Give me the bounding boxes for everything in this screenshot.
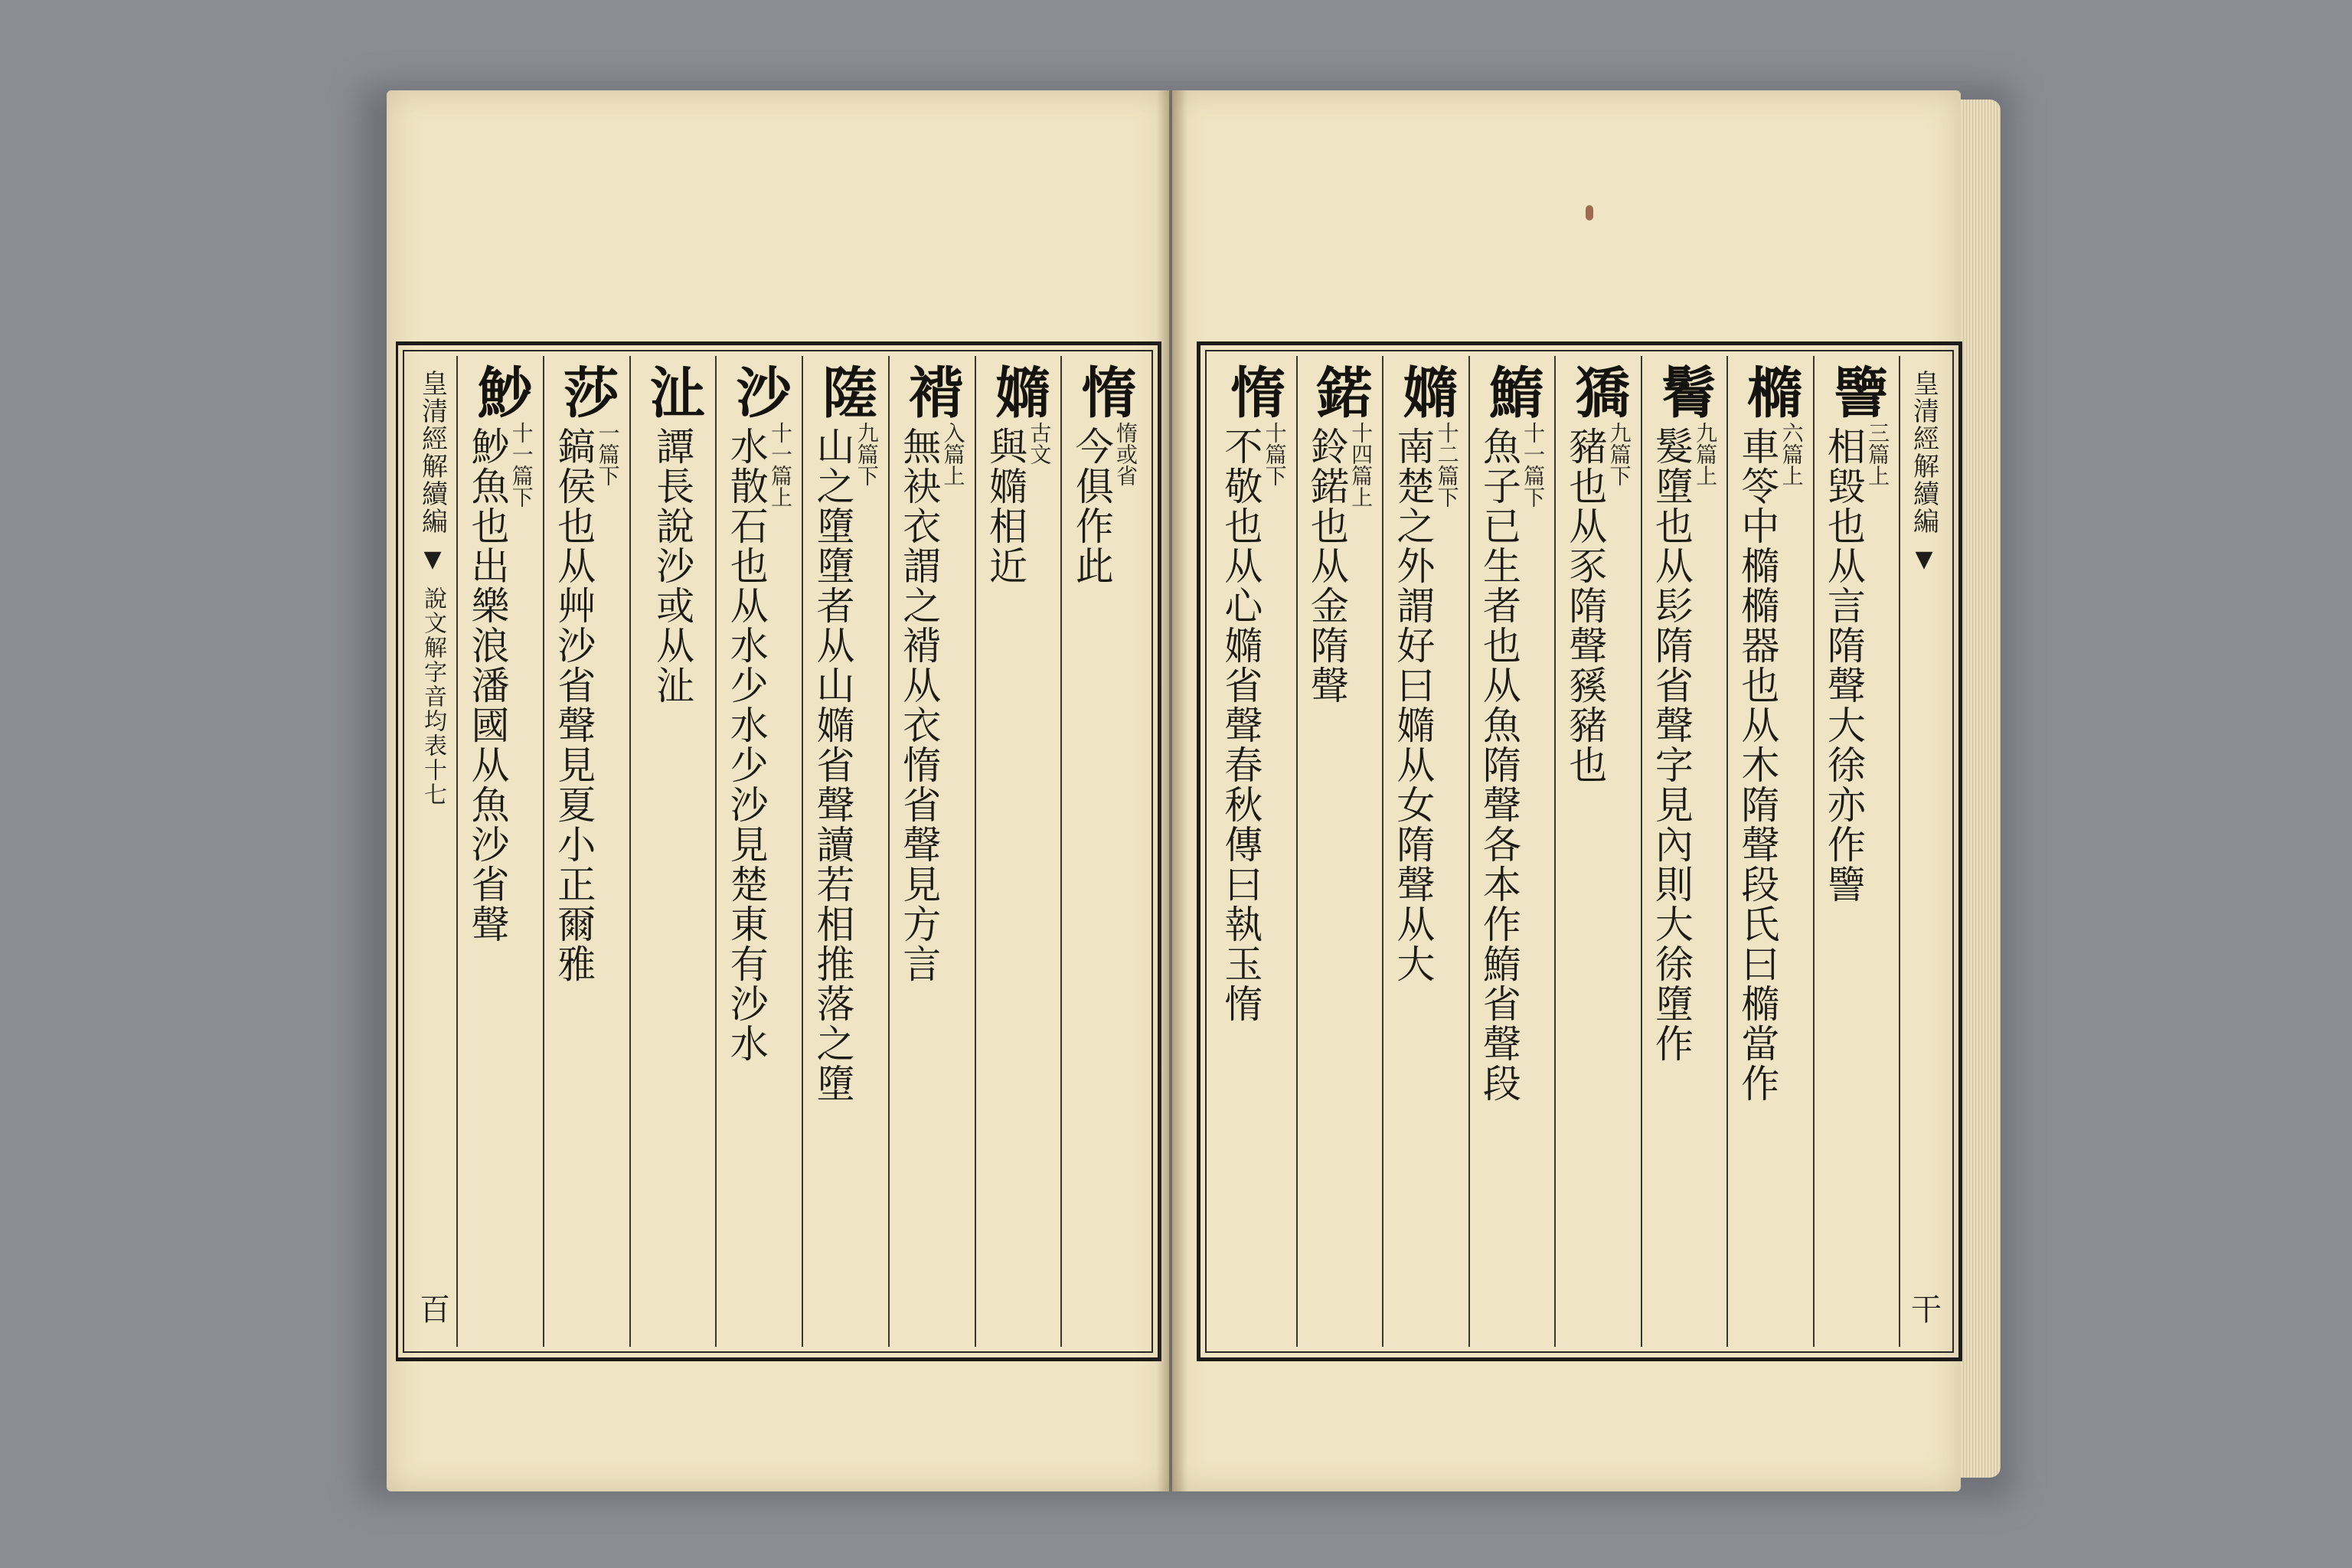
open-book — [387, 90, 2001, 1491]
entry-body — [1478, 422, 1545, 1103]
text-column — [1813, 356, 1900, 1347]
entry-gloss: 豬也从豕隋聲豯豬也 — [1563, 426, 1608, 785]
left-page — [387, 90, 1169, 1491]
entry-gloss: 今俱作此 — [1069, 426, 1114, 586]
text-column — [456, 356, 543, 1347]
entry-gloss: 譚長說沙或从沚 — [650, 426, 695, 705]
left_page-margin-subtitle: 說文解字音均表十七 — [420, 586, 446, 807]
entry-head-character: 橢 — [1738, 364, 1804, 422]
entry-head-character: 獢 — [1566, 364, 1632, 422]
entry-body — [899, 422, 965, 984]
entry-section-note: 入篇上 — [940, 422, 966, 486]
entry-body — [1823, 422, 1890, 904]
entry-gloss: 髮墮也从髟隋省聲字見內則大徐墮作 — [1648, 426, 1694, 1063]
entry-body — [726, 422, 792, 1063]
entry-gloss: 山之墮墮者从山嫷省聲讀若相推落之墮 — [810, 426, 855, 1103]
text-column — [1641, 356, 1727, 1347]
entry-section-note: 十一篇上 — [767, 422, 793, 508]
text-column — [1468, 356, 1555, 1347]
entry-section-note: 九篇上 — [1693, 422, 1719, 486]
entry-head-character: 鰖 — [1479, 364, 1545, 422]
entry-body — [1737, 422, 1804, 1103]
entry-section-note: 古文 — [1027, 422, 1053, 465]
entry-body — [1648, 422, 1719, 1063]
entry-body — [652, 422, 694, 705]
text-column — [1211, 356, 1296, 1347]
text-column — [629, 356, 716, 1347]
book-gutter — [1157, 90, 1187, 1491]
text-column — [802, 356, 888, 1347]
right-page — [1172, 90, 1961, 1491]
entry-head-character: 譼 — [1824, 364, 1890, 422]
entry-gloss: 鎬侯也从艸沙省聲見夏小正爾雅 — [551, 426, 596, 984]
entry-section-note: 十一篇下 — [508, 422, 534, 508]
left_page-margin-title: 皇清經解續編 — [416, 370, 448, 535]
entry-head-character: 嫷 — [1393, 364, 1459, 422]
entry-head-character: 惰 — [1072, 364, 1138, 422]
entry-gloss: 車笭中橢橢器也从木隋聲段氏曰橢當作 — [1735, 426, 1780, 1103]
entry-section-note: 六篇上 — [1779, 422, 1805, 486]
fish-tail-mark-icon: ▼ — [1915, 546, 1933, 573]
text-column — [1060, 356, 1147, 1347]
entry-section-note: 一篇下 — [595, 422, 621, 486]
entry-gloss: 魚子已生者也从魚隋聲各本作鰖省聲段 — [1476, 426, 1521, 1103]
entry-head-character: 嫷 — [985, 364, 1051, 422]
text-column — [1726, 356, 1813, 1347]
left-page-frame — [396, 341, 1161, 1361]
entry-body — [1071, 422, 1138, 586]
fish-tail-mark-icon: ▼ — [423, 546, 442, 573]
entry-body — [1390, 422, 1460, 984]
ink-stain — [1586, 205, 1593, 220]
entry-gloss: 魦魚也出樂浪潘國从魚沙省聲 — [465, 426, 510, 944]
left_page-folio: 百 — [414, 1293, 450, 1324]
entry-gloss: 水散石也从水少水少沙見楚東有沙水 — [724, 426, 769, 1063]
right_page-margin-title: 皇清經解續編 — [1908, 370, 1939, 535]
entry-head-character: 莎 — [554, 364, 620, 422]
left_page-center-margin — [409, 356, 456, 1347]
entry-head-character: 鍩 — [1307, 364, 1373, 422]
text-column — [1296, 356, 1383, 1347]
left-page-columns — [409, 356, 1147, 1347]
entry-head-character: 沚 — [640, 364, 706, 422]
entry-head-character: 褙 — [900, 364, 965, 422]
right_page-center-margin — [1899, 356, 1948, 1347]
entry-gloss: 相毀也从言隋聲大徐亦作譼 — [1821, 426, 1866, 904]
entry-gloss: 無袂衣謂之褙从衣惰省聲見方言 — [897, 426, 942, 984]
entry-head-character: 隓 — [813, 364, 879, 422]
entry-section-note: 三篇上 — [1865, 422, 1891, 486]
right-page-frame — [1197, 341, 1962, 1361]
entry-body — [467, 422, 534, 944]
entry-body — [1220, 422, 1287, 1024]
entry-head-character: 魦 — [468, 364, 534, 422]
right-page-columns — [1211, 356, 1948, 1347]
entry-head-character: 鬌 — [1651, 364, 1717, 422]
text-column — [975, 356, 1061, 1347]
entry-body — [1565, 422, 1632, 785]
right_page-folio: 干 — [1906, 1293, 1942, 1324]
entry-head-character: 惰 — [1221, 364, 1287, 422]
text-column — [1382, 356, 1468, 1347]
entry-head-character: 沙 — [727, 364, 792, 422]
entry-body — [1306, 422, 1373, 705]
entry-section-note: 惰或省 — [1112, 422, 1138, 486]
entry-section-note: 十二篇下 — [1434, 422, 1460, 508]
text-column — [715, 356, 802, 1347]
entry-section-note: 九篇下 — [1606, 422, 1632, 486]
entry-section-note: 十篇下 — [1262, 422, 1288, 486]
entry-section-note: 九篇下 — [854, 422, 880, 486]
text-column — [888, 356, 975, 1347]
entry-gloss: 南楚之外謂好曰嫷从女隋聲从大 — [1390, 426, 1436, 984]
text-column — [543, 356, 629, 1347]
text-column — [1554, 356, 1641, 1347]
entry-section-note: 十一篇下 — [1521, 422, 1547, 508]
entry-gloss: 與嫷相近 — [983, 426, 1028, 586]
entry-gloss: 鈴鍩也从金隋聲 — [1304, 426, 1349, 705]
entry-gloss: 不敬也从心嫷省聲春秋傳曰執玉惰 — [1218, 426, 1263, 1024]
entry-body — [812, 422, 879, 1103]
entry-body — [551, 422, 621, 984]
entry-section-note: 十四篇上 — [1348, 422, 1374, 508]
entry-body — [985, 422, 1052, 586]
